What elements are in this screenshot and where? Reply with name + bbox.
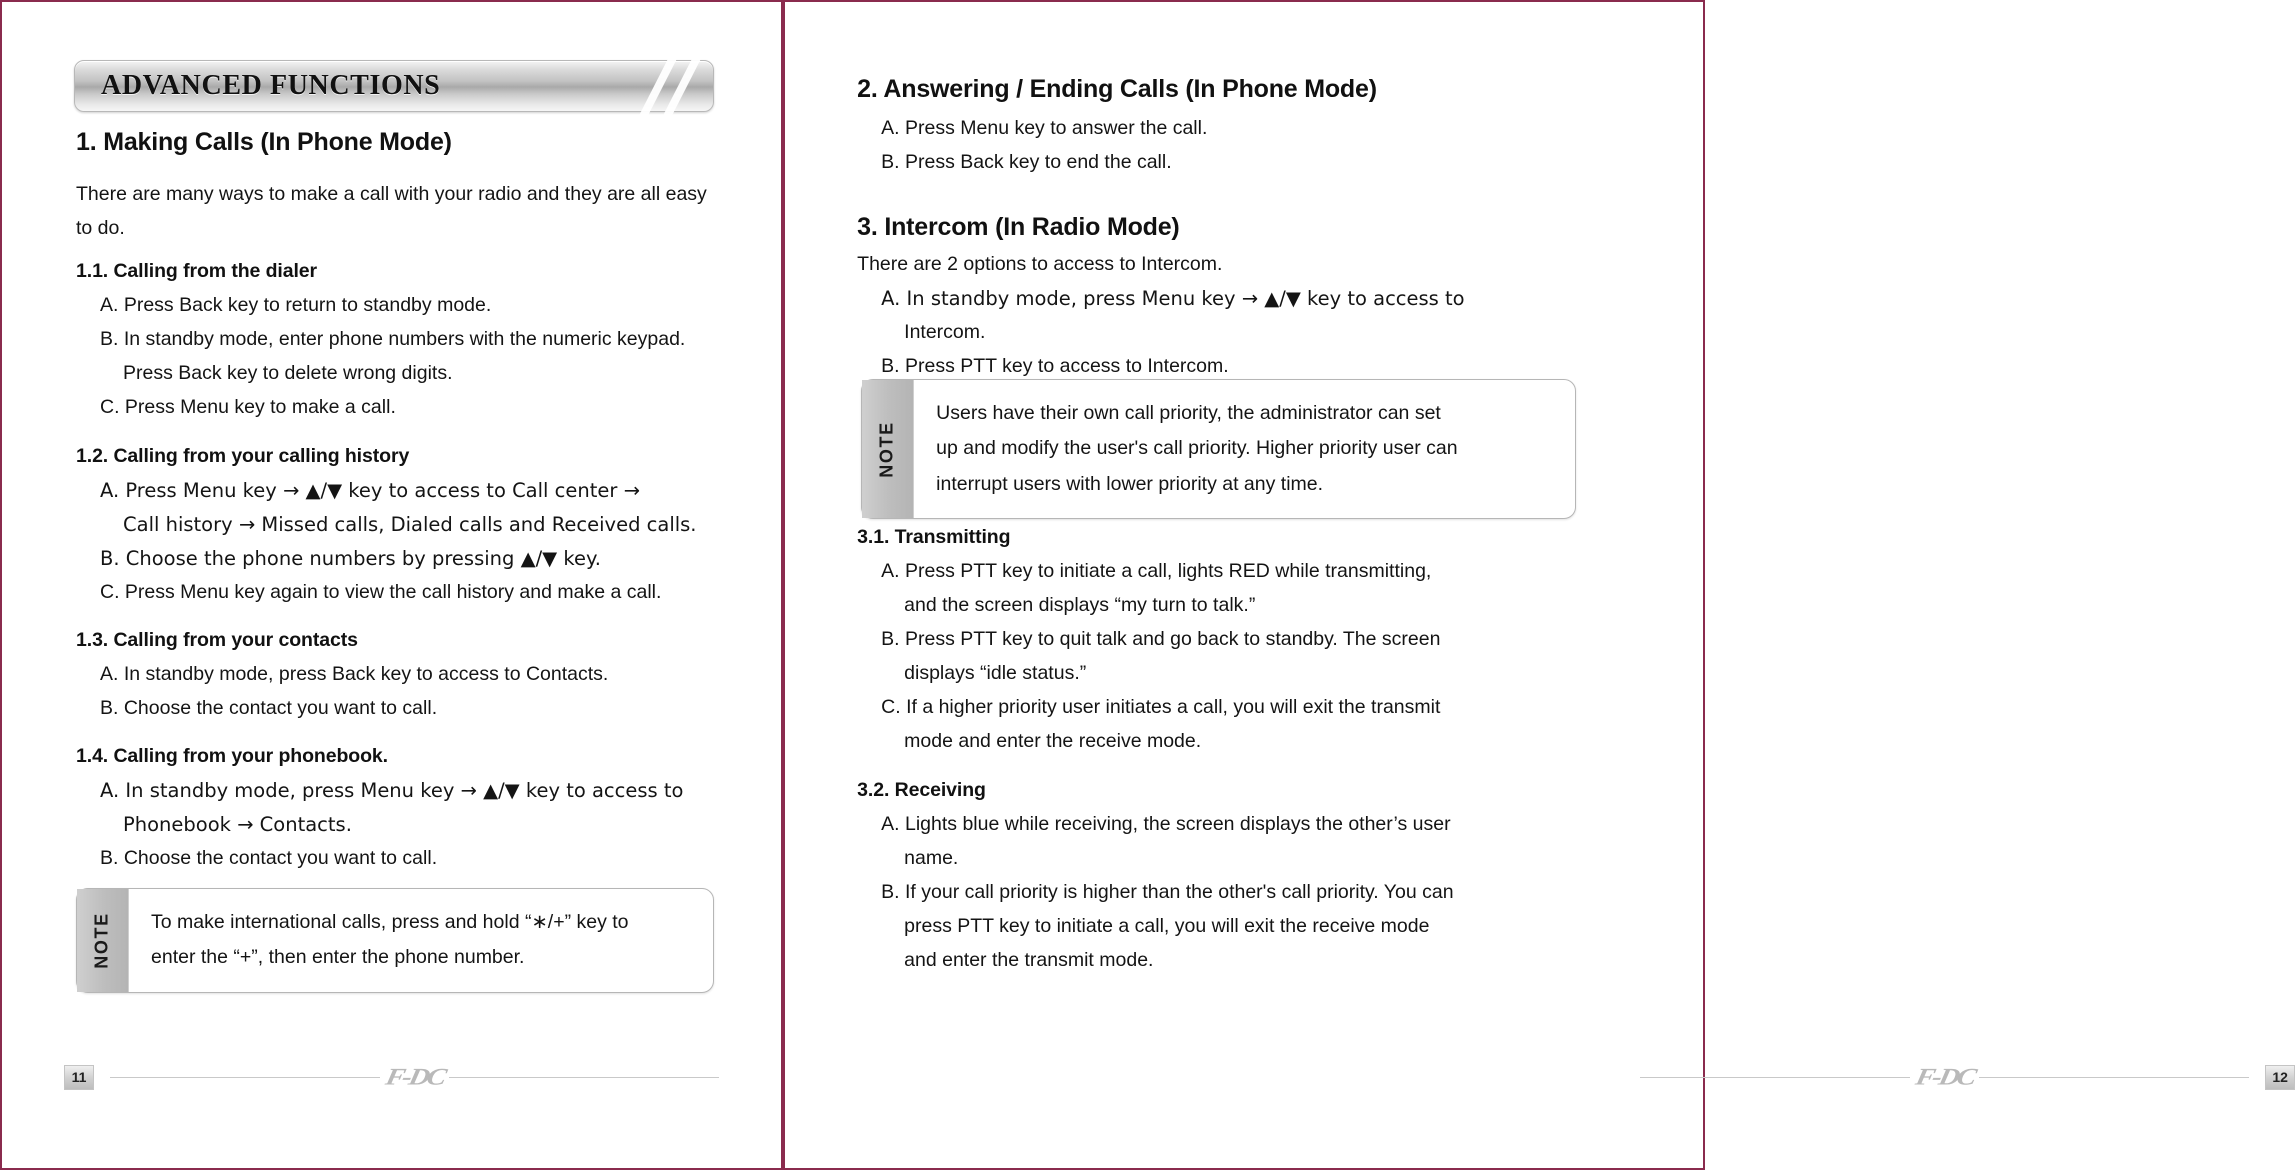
page-number-right: 12 <box>2265 1065 2295 1090</box>
subsection-3-1-item-c: C. If a higher priority user initiates a call, you will exit the transmit <box>881 695 1441 718</box>
subsection-3-2-item-b: B. If your call priority is higher than the other's call priority. You can <box>881 880 1454 903</box>
subsection-1-3 <box>76 629 736 726</box>
subsection-1-1-item-a: A. Press Back key to return to standby mode. <box>100 294 492 316</box>
section-3-intercom <box>857 213 1647 384</box>
section-2-answering-ending-calls <box>857 75 1647 180</box>
subsection-1-4 <box>76 745 736 876</box>
footer-rule-right-2 <box>1979 1077 2249 1078</box>
note-label-right: NOTE <box>877 421 898 478</box>
subsection-3-1-heading: 3.1. Transmitting <box>857 526 1011 548</box>
subsection-3-2-item-b-continued-1: press PTT key to initiate a call, you will exit the receive mode <box>904 914 1430 937</box>
subsection-1-1-item-b: B. In standby mode, enter phone numbers with the numeric keypad. <box>100 327 686 350</box>
section-1-heading: 1. Making Calls (In Phone Mode) <box>76 128 452 156</box>
footer-right <box>1640 1060 2295 1094</box>
note-line-2: enter the “+”, then enter the phone number. <box>151 946 525 969</box>
subsection-1-4-heading: 1.4. Calling from your phonebook. <box>76 745 388 767</box>
subsection-1-2-item-b: B. Choose the phone numbers by pressing ▲/▼ key. <box>100 546 601 570</box>
subsection-3-1-item-a: A. Press PTT key to initiate a call, lights RED while transmitting, <box>881 560 1432 582</box>
subsection-1-4-item-a: A. In standby mode, press Menu key → ▲/▼ key to access to <box>100 779 684 802</box>
subsection-1-1-item-b-continued: Press Back key to delete wrong digits. <box>123 361 453 384</box>
note-body-right <box>914 380 1575 518</box>
note-box-call-priority <box>861 379 1576 519</box>
section-3-item-a: A. In standby mode, press Menu key → ▲/▼ key to access to <box>881 286 1465 310</box>
subsection-3-1-item-b: B. Press PTT key to quit talk and go back to standby. The screen <box>881 627 1441 650</box>
note-body <box>129 889 713 992</box>
section-1-intro-block <box>76 178 724 246</box>
section-1-making-calls <box>76 128 726 157</box>
section-2-item-a: A. Press Menu key to answer the call. <box>881 117 1208 139</box>
subsection-1-4-item-b: B. Choose the contact you want to call. <box>100 846 438 869</box>
banner-slash-secondary-icon <box>655 50 704 136</box>
fdc-logo-left: F-DC <box>383 1063 447 1090</box>
note-tab-right <box>862 380 914 518</box>
footer-rule-left <box>110 1077 380 1078</box>
subsection-1-1-heading: 1.1. Calling from the dialer <box>76 260 318 282</box>
section-3-heading: 3. Intercom (In Radio Mode) <box>857 213 1180 241</box>
subsection-1-3-item-b: B. Choose the contact you want to call. <box>100 696 438 719</box>
subsection-3-1-item-b-continued: displays “idle status.” <box>904 661 1087 684</box>
subsection-1-3-heading: 1.3. Calling from your contacts <box>76 629 358 651</box>
section-3-item-b: B. Press PTT key to access to Intercom. <box>881 354 1229 377</box>
subsection-1-2-heading: 1.2. Calling from your calling history <box>76 445 410 467</box>
subsection-3-1-item-c-continued: mode and enter the receive mode. <box>904 729 1202 752</box>
note-right-line-3: interrupt users with lower priority at any time. <box>936 472 1324 495</box>
section-2-heading: 2. Answering / Ending Calls (In Phone Mode) <box>857 75 1377 103</box>
subsection-1-2-item-a-continued: Call history → Missed calls, Dialed calls and Received calls. <box>123 512 697 536</box>
subsection-1-2-item-a: A. Press Menu key → ▲/▼ key to access to Call center → <box>100 479 640 502</box>
subsection-1-1-item-c: C. Press Menu key to make a call. <box>100 395 396 418</box>
subsection-3-2-item-a: A. Lights blue while receiving, the screen displays the other’s user <box>881 813 1451 835</box>
subsection-1-2 <box>76 445 736 610</box>
note-line-1: To make international calls, press and hold “∗/+” key to <box>151 911 629 933</box>
subsection-1-3-item-a: A. In standby mode, press Back key to access to Contacts. <box>100 663 609 685</box>
subsection-3-2-item-b-continued-2: and enter the transmit mode. <box>904 948 1154 971</box>
footer-rule-right <box>1640 1077 1910 1078</box>
chapter-title: ADVANCED FUNCTIONS <box>101 70 441 101</box>
note-right-line-1: Users have their own call priority, the administrator can set <box>936 402 1441 424</box>
fdc-logo-right: F-DC <box>1913 1063 1977 1090</box>
section-1-intro: There are many ways to make a call with your radio and they are all easy to do. <box>76 183 707 239</box>
note-label: NOTE <box>92 912 112 969</box>
subsection-3-2-heading: 3.2. Receiving <box>857 779 986 801</box>
subsection-3-1-item-a-continued: and the screen displays “my turn to talk.” <box>904 593 1256 616</box>
subsection-3-2-item-a-continued: name. <box>904 846 959 869</box>
subsection-1-1 <box>76 260 736 425</box>
subsection-1-4-item-a-continued: Phonebook → Contacts. <box>123 812 352 836</box>
footer-rule-left-2 <box>449 1077 719 1078</box>
subsection-3-1-transmitting <box>857 526 1647 759</box>
footer-left <box>64 1060 719 1094</box>
subsection-3-2-receiving <box>857 779 1657 978</box>
note-box-international-calls <box>76 888 714 993</box>
section-3-item-a-continued: Intercom. <box>904 320 986 343</box>
section-2-item-b: B. Press Back key to end the call. <box>881 150 1172 173</box>
section-3-intro: There are 2 options to access to Intercom. <box>857 253 1223 275</box>
right-page <box>785 0 2288 1170</box>
banner-slash-icon <box>631 50 680 136</box>
subsection-1-2-item-c: C. Press Menu key again to view the call history and make a call. <box>100 580 662 603</box>
page-number-left: 11 <box>64 1065 94 1090</box>
left-page <box>0 0 781 1170</box>
chapter-banner <box>74 60 714 112</box>
note-tab <box>77 889 129 992</box>
note-right-line-2: up and modify the user's call priority. Higher priority user can <box>936 437 1458 460</box>
